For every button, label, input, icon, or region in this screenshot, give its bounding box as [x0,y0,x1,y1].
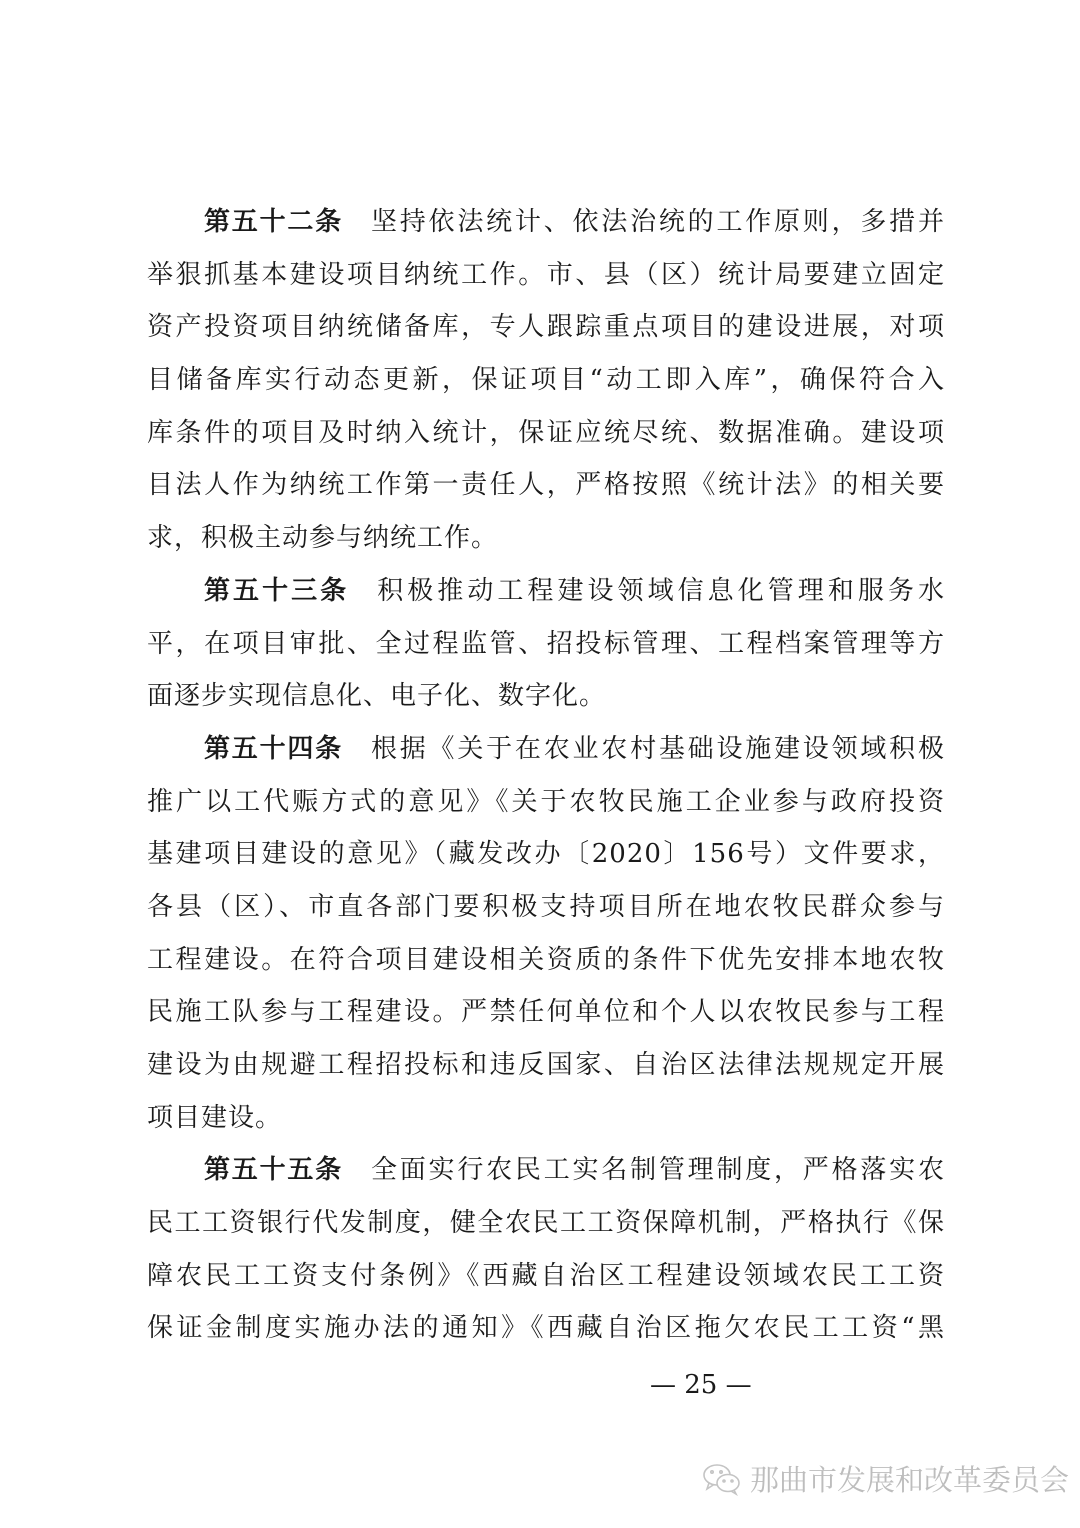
line-text: 全面实行农民工实名制管理制度，严格落实农 [370,1155,945,1186]
paragraph-line [147,1039,945,1092]
line-text: 保证金制度实施办法的通知》《西藏自治区拖欠农民工工资“黑 [147,1313,945,1344]
paragraph-line [147,618,945,671]
line-text: 举狠抓基本建设项目纳统工作。市、县（区）统计局要建立固定 [147,259,945,290]
paragraph-line [147,881,945,934]
paragraph-line [147,828,945,881]
line-text: 平，在项目审批、全过程监管、招投标管理、工程档案管理等方 [147,628,945,659]
line-text: 目储备库实行动态更新，保证项目“动工即入库”，确保符合入 [147,365,945,396]
line-text: 求，积极主动参与纳统工作。 [147,523,499,554]
paragraph-line [147,196,945,249]
line-text: 民工工资银行代发制度，健全农民工工资保障机制，严格执行《保 [147,1208,945,1239]
paragraph-line [147,301,945,354]
line-text: 建设为由规避工程招投标和违反国家、自治区法律法规规定开展 [147,1050,945,1080]
line-text: 工程建设。在符合项目建设相关资质的条件下优先安排本地农牧 [147,944,945,975]
paragraph-line [147,565,945,618]
paragraph-line [147,354,945,407]
paragraph-line [147,1302,945,1355]
article-heading: 第五十二条 [204,207,343,237]
line-text: 积极推动工程建设领域信息化管理和服务水 [377,575,945,606]
paragraph-line [147,723,945,776]
line-text: 根据《关于在农业农村基础设施建设领域积极 [370,733,945,764]
paragraph-line [147,1092,945,1145]
article-heading: 第五十三条 [204,575,350,606]
watermark-text: 那曲市发展和改革委员会 [750,1463,1070,1497]
paragraph-line [147,934,945,987]
document-body [147,196,945,1355]
line-text: 库条件的项目及时纳入统计，保证应统尽统、数据准确。建设项 [147,417,945,448]
paragraph-line [147,249,945,302]
paragraph-line [147,986,945,1039]
page-number [0,1370,1080,1400]
line-text: 障农民工工资支付条例》《西藏自治区工程建设领域农民工工资 [147,1260,945,1291]
line-text: 坚持依法统计、依法治统的工作原则，多措并 [370,207,945,237]
line-text: 基建项目建设的意见》（藏发改办〔2020〕156号）文件要求， [147,839,945,870]
page-number-text: — 25 — [650,1370,752,1400]
line-text: 各县（区）、市直各部门要积极支持项目所在地农牧民群众参与 [147,891,945,922]
paragraph-line [147,776,945,829]
line-text: 推广以工代赈方式的意见》《关于农牧民施工企业参与政府投资 [147,786,945,817]
article-heading: 第五十四条 [204,733,343,764]
line-text: 资产投资项目纳统储备库，专人跟踪重点项目的建设进展，对项 [147,312,945,343]
paragraph-line [147,1144,945,1197]
paragraph-line [147,670,945,723]
paragraph-line [147,1250,945,1303]
wechat-icon [702,1462,742,1496]
line-text: 面逐步实现信息化、电子化、数字化。 [147,681,607,712]
paragraph-line [147,512,945,565]
paragraph-line [147,407,945,460]
line-text: 民施工队参与工程建设。严禁任何单位和个人以农牧民参与工程 [147,997,945,1028]
paragraph-line [147,459,945,512]
line-text: 目法人作为纳统工作第一责任人，严格按照《统计法》的相关要 [147,470,945,501]
watermark [702,1458,1069,1499]
article-heading: 第五十五条 [204,1155,343,1186]
paragraph-line [147,1197,945,1250]
line-text: 项目建设。 [147,1102,283,1133]
